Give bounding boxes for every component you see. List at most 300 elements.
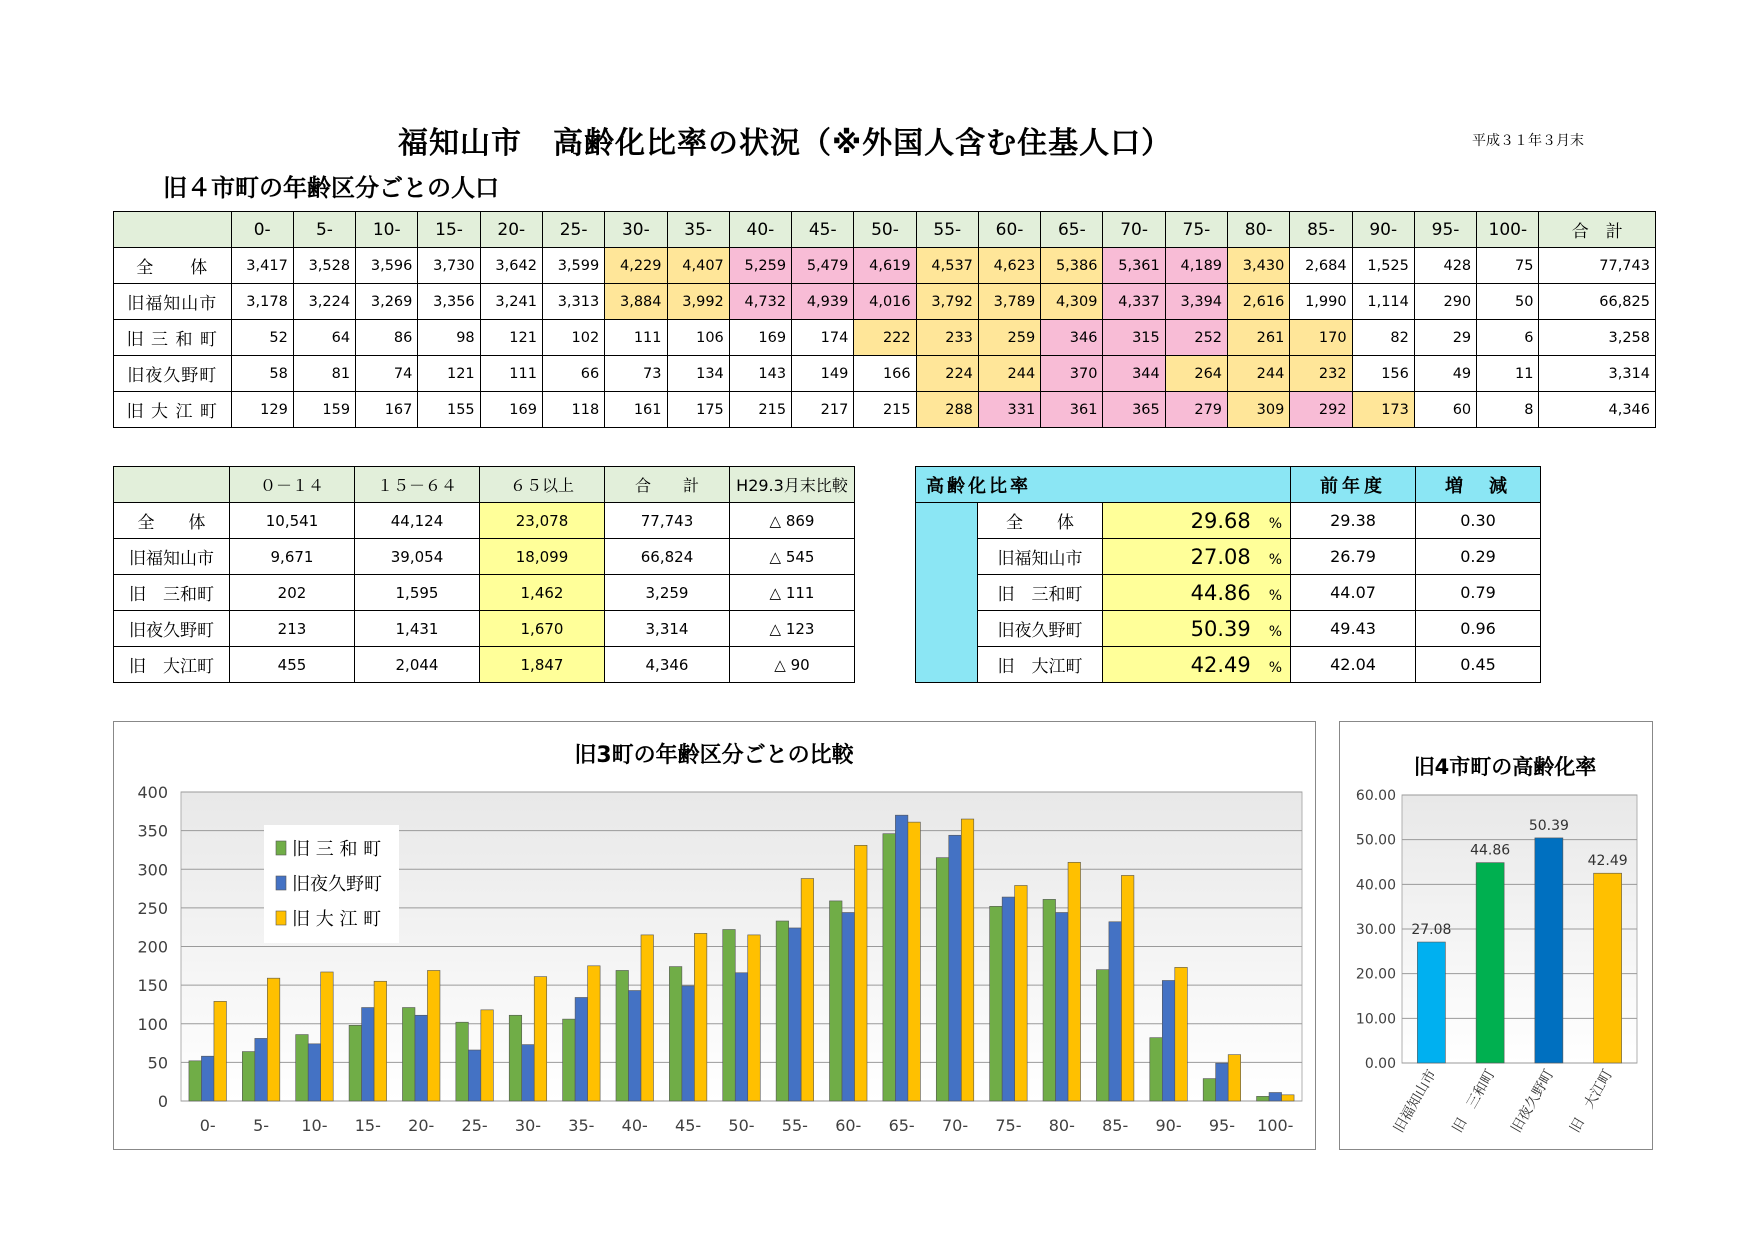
value-cell: 1,462 bbox=[480, 575, 605, 611]
row-header: 旧 大江町 bbox=[978, 647, 1103, 683]
aging-rate-chart bbox=[1339, 721, 1653, 1150]
value-cell: 5,259 bbox=[729, 248, 791, 284]
x-tick-label: 15- bbox=[354, 1116, 381, 1135]
table-header-row bbox=[114, 212, 1656, 248]
x-tick-label: 45- bbox=[675, 1116, 702, 1135]
value-cell: 215 bbox=[854, 392, 916, 428]
column-header: 合 計 bbox=[605, 467, 730, 503]
value-cell: 215 bbox=[729, 392, 791, 428]
table-row bbox=[114, 284, 1656, 320]
value-cell: 167 bbox=[356, 392, 418, 428]
bar bbox=[189, 1061, 202, 1101]
y-tick-label: 50.00 bbox=[1355, 832, 1396, 849]
x-tick-label: 80- bbox=[1048, 1116, 1075, 1135]
bar bbox=[694, 933, 707, 1101]
value-cell: 121 bbox=[480, 320, 542, 356]
y-tick-label: 0 bbox=[157, 1092, 168, 1111]
value-cell: 173 bbox=[1352, 392, 1414, 428]
value-cell: 4,619 bbox=[854, 248, 916, 284]
age-comparison-chart bbox=[113, 721, 1316, 1150]
bar bbox=[776, 921, 789, 1101]
x-tick-label: 40- bbox=[621, 1116, 648, 1135]
bar bbox=[1015, 885, 1028, 1101]
value-cell: 66,824 bbox=[605, 539, 730, 575]
section-title: 旧４市町の年齢区分ごとの人口 bbox=[163, 174, 499, 202]
table-row bbox=[114, 539, 855, 575]
value-cell: 309 bbox=[1228, 392, 1290, 428]
value-cell: 244 bbox=[978, 356, 1040, 392]
value-cell: 169 bbox=[480, 392, 542, 428]
column-header: 25- bbox=[542, 212, 604, 248]
value-cell: △ 90 bbox=[730, 647, 855, 683]
column-header: 増 減 bbox=[1416, 467, 1541, 503]
value-cell: 365 bbox=[1103, 392, 1165, 428]
bar bbox=[748, 935, 761, 1101]
legend-label: 旧 三 和 町 bbox=[292, 839, 382, 860]
bar bbox=[883, 834, 896, 1101]
bar bbox=[789, 928, 802, 1101]
value-cell: 4,407 bbox=[667, 248, 729, 284]
value-cell: 3,642 bbox=[480, 248, 542, 284]
bar bbox=[1203, 1079, 1216, 1101]
table-header-row bbox=[114, 467, 855, 503]
value-cell: 4,939 bbox=[792, 284, 854, 320]
bar bbox=[1228, 1055, 1241, 1101]
row-header: 旧夜久野町 bbox=[114, 611, 230, 647]
value-cell: 3,730 bbox=[418, 248, 480, 284]
column-header: 85- bbox=[1290, 212, 1352, 248]
value-cell: 3,178 bbox=[231, 284, 293, 320]
y-tick-label: 20.00 bbox=[1355, 966, 1396, 983]
value-cell: 1,670 bbox=[480, 611, 605, 647]
column-header: 30- bbox=[605, 212, 667, 248]
value-cell: 222 bbox=[854, 320, 916, 356]
value-cell: 361 bbox=[1041, 392, 1103, 428]
value-cell: 111 bbox=[605, 320, 667, 356]
column-header: 10- bbox=[356, 212, 418, 248]
value-cell: 86 bbox=[356, 320, 418, 356]
value-cell: 3,258 bbox=[1539, 320, 1656, 356]
row-header: 全 体 bbox=[114, 503, 230, 539]
value-cell: 1,431 bbox=[355, 611, 480, 647]
x-tick-label: 50- bbox=[728, 1116, 755, 1135]
value-cell: 66,825 bbox=[1539, 284, 1656, 320]
value-cell: 77,743 bbox=[1539, 248, 1656, 284]
rate-cell bbox=[1103, 575, 1291, 611]
page-title: 福知山市 高齢化比率の状況（※外国人含む住基人口） bbox=[398, 126, 1173, 161]
x-tick-label: 旧夜久野町 bbox=[1508, 1067, 1558, 1136]
legend-swatch bbox=[276, 911, 286, 925]
value-cell: 0.29 bbox=[1416, 539, 1541, 575]
value-cell: 60 bbox=[1414, 392, 1476, 428]
value-cell: 174 bbox=[792, 320, 854, 356]
value-cell: 252 bbox=[1165, 320, 1227, 356]
value-cell: 428 bbox=[1414, 248, 1476, 284]
column-header: H29.3月末比較 bbox=[730, 467, 855, 503]
value-cell: 292 bbox=[1290, 392, 1352, 428]
age-comparison-chart-svg bbox=[114, 722, 1315, 1149]
x-tick-label: 旧福知山市 bbox=[1390, 1067, 1440, 1136]
column-header: 20- bbox=[480, 212, 542, 248]
value-cell: 3,241 bbox=[480, 284, 542, 320]
bar bbox=[575, 997, 588, 1101]
bar bbox=[1216, 1063, 1229, 1101]
bar bbox=[616, 970, 629, 1101]
x-tick-label: 0- bbox=[199, 1116, 216, 1135]
value-cell: 75 bbox=[1477, 248, 1539, 284]
value-cell: 3,417 bbox=[231, 248, 293, 284]
row-header: 旧夜久野町 bbox=[114, 356, 232, 392]
value-cell: 4,189 bbox=[1165, 248, 1227, 284]
table-row bbox=[114, 611, 855, 647]
value-cell: 3,992 bbox=[667, 284, 729, 320]
x-tick-label: 90- bbox=[1155, 1116, 1182, 1135]
bar bbox=[735, 973, 748, 1101]
value-cell: 66 bbox=[542, 356, 604, 392]
value-cell: 49 bbox=[1414, 356, 1476, 392]
y-tick-label: 0.00 bbox=[1364, 1056, 1396, 1072]
value-cell: 6 bbox=[1477, 320, 1539, 356]
column-header: 100- bbox=[1477, 212, 1539, 248]
bar bbox=[201, 1056, 214, 1101]
value-cell: 9,671 bbox=[230, 539, 355, 575]
bar bbox=[855, 845, 868, 1101]
value-cell: 224 bbox=[916, 356, 978, 392]
value-cell: 64 bbox=[293, 320, 355, 356]
value-cell: 29.38 bbox=[1291, 503, 1416, 539]
bar bbox=[362, 1008, 375, 1101]
value-cell: 279 bbox=[1165, 392, 1227, 428]
bar bbox=[522, 1045, 535, 1101]
table-row bbox=[916, 575, 1541, 611]
y-tick-label: 100 bbox=[137, 1014, 168, 1034]
bar bbox=[588, 966, 601, 1101]
bar bbox=[682, 986, 695, 1101]
x-tick-label: 20- bbox=[408, 1116, 435, 1135]
table-row bbox=[916, 539, 1541, 575]
value-cell: 4,016 bbox=[854, 284, 916, 320]
bar bbox=[321, 972, 334, 1101]
x-tick-label: 85- bbox=[1102, 1116, 1129, 1135]
column-header: １５－６４ bbox=[355, 467, 480, 503]
value-cell: 1,114 bbox=[1352, 284, 1414, 320]
percent-symbol: % bbox=[1268, 515, 1283, 532]
value-cell: 118 bbox=[542, 392, 604, 428]
value-cell: 217 bbox=[792, 392, 854, 428]
bar bbox=[949, 835, 962, 1101]
value-cell: 3,430 bbox=[1228, 248, 1290, 284]
value-cell: 4,537 bbox=[916, 248, 978, 284]
data-label: 27.08 bbox=[1411, 922, 1452, 939]
bar bbox=[895, 815, 908, 1101]
value-cell: 3,356 bbox=[418, 284, 480, 320]
legend-swatch bbox=[276, 841, 286, 855]
value-cell: 44,124 bbox=[355, 503, 480, 539]
value-cell: △ 123 bbox=[730, 611, 855, 647]
value-cell: △ 545 bbox=[730, 539, 855, 575]
bar bbox=[830, 901, 843, 1101]
x-tick-label: 75- bbox=[995, 1116, 1022, 1135]
bar bbox=[990, 906, 1003, 1101]
value-cell: 102 bbox=[542, 320, 604, 356]
bar bbox=[1594, 873, 1622, 1063]
bar bbox=[1096, 970, 1109, 1101]
value-cell: 52 bbox=[231, 320, 293, 356]
bar bbox=[1109, 922, 1122, 1101]
value-cell: 4,309 bbox=[1041, 284, 1103, 320]
x-tick-label: 95- bbox=[1208, 1116, 1235, 1135]
x-tick-label: 65- bbox=[888, 1116, 915, 1135]
value-cell: 0.45 bbox=[1416, 647, 1541, 683]
column-header: 80- bbox=[1228, 212, 1290, 248]
row-header: 旧 大江町 bbox=[114, 647, 230, 683]
column-header: ６５以上 bbox=[480, 467, 605, 503]
bar bbox=[1175, 967, 1188, 1101]
value-cell: 4,229 bbox=[605, 248, 667, 284]
column-header: 0- bbox=[231, 212, 293, 248]
value-cell: 233 bbox=[916, 320, 978, 356]
x-tick-label: 25- bbox=[461, 1116, 488, 1135]
table-row bbox=[114, 248, 1656, 284]
date-note: 平成３１年３月末 bbox=[1472, 133, 1584, 149]
value-cell: 156 bbox=[1352, 356, 1414, 392]
bar bbox=[908, 822, 921, 1101]
value-cell: 166 bbox=[854, 356, 916, 392]
x-tick-label: 60- bbox=[835, 1116, 862, 1135]
value-cell: 143 bbox=[729, 356, 791, 392]
value-cell: 149 bbox=[792, 356, 854, 392]
value-cell: 4,346 bbox=[1539, 392, 1656, 428]
bar bbox=[1535, 838, 1563, 1063]
value-cell: 134 bbox=[667, 356, 729, 392]
value-cell: 3,314 bbox=[605, 611, 730, 647]
value-cell: 344 bbox=[1103, 356, 1165, 392]
value-cell: 0.30 bbox=[1416, 503, 1541, 539]
table-row bbox=[114, 503, 855, 539]
table-row bbox=[114, 647, 855, 683]
value-cell: 264 bbox=[1165, 356, 1227, 392]
x-tick-label: 55- bbox=[781, 1116, 808, 1135]
legend-label: 旧 大 江 町 bbox=[292, 909, 382, 930]
rate-value: 29.68 bbox=[1190, 508, 1251, 533]
y-tick-label: 250 bbox=[137, 898, 168, 918]
value-cell: 3,596 bbox=[356, 248, 418, 284]
value-cell: 159 bbox=[293, 392, 355, 428]
value-cell: 11 bbox=[1477, 356, 1539, 392]
value-cell: 1,525 bbox=[1352, 248, 1414, 284]
value-cell: 3,884 bbox=[605, 284, 667, 320]
legend bbox=[264, 825, 399, 943]
value-cell: 98 bbox=[418, 320, 480, 356]
value-cell: 121 bbox=[418, 356, 480, 392]
row-header: 旧夜久野町 bbox=[978, 611, 1103, 647]
data-label: 44.86 bbox=[1470, 842, 1511, 859]
value-cell: 202 bbox=[230, 575, 355, 611]
column-header: 90- bbox=[1352, 212, 1414, 248]
age-group-summary-table bbox=[113, 466, 855, 683]
value-cell: 44.07 bbox=[1291, 575, 1416, 611]
value-cell: 4,346 bbox=[605, 647, 730, 683]
value-cell: 4,337 bbox=[1103, 284, 1165, 320]
value-cell: 5,361 bbox=[1103, 248, 1165, 284]
value-cell: 77,743 bbox=[605, 503, 730, 539]
value-cell: 0.96 bbox=[1416, 611, 1541, 647]
aging-rate-chart-svg bbox=[1340, 722, 1652, 1149]
row-header: 旧福知山市 bbox=[114, 284, 232, 320]
value-cell: 315 bbox=[1103, 320, 1165, 356]
y-tick-label: 40.00 bbox=[1355, 877, 1396, 894]
row-header: 全 体 bbox=[114, 248, 232, 284]
bar bbox=[1282, 1095, 1295, 1101]
percent-symbol: % bbox=[1268, 551, 1283, 568]
value-cell: 5,386 bbox=[1041, 248, 1103, 284]
value-cell: 290 bbox=[1414, 284, 1476, 320]
y-tick-label: 50 bbox=[147, 1053, 168, 1073]
value-cell: 3,792 bbox=[916, 284, 978, 320]
rate-value: 44.86 bbox=[1190, 580, 1251, 605]
bar bbox=[534, 977, 547, 1101]
x-tick-label: 5- bbox=[253, 1116, 270, 1135]
bar bbox=[801, 879, 814, 1101]
value-cell: 259 bbox=[978, 320, 1040, 356]
y-tick-label: 150 bbox=[137, 976, 168, 996]
legend-swatch bbox=[276, 876, 286, 890]
table-row bbox=[114, 320, 1656, 356]
rate-table-title: 高齢化比率 bbox=[916, 467, 1291, 503]
data-label: 42.49 bbox=[1587, 853, 1628, 870]
table-row bbox=[916, 647, 1541, 683]
value-cell: 3,269 bbox=[356, 284, 418, 320]
bar bbox=[308, 1044, 321, 1101]
column-header: 65- bbox=[1041, 212, 1103, 248]
value-cell: 155 bbox=[418, 392, 480, 428]
bar bbox=[1150, 1038, 1163, 1101]
value-cell: 50 bbox=[1477, 284, 1539, 320]
value-cell: 169 bbox=[729, 320, 791, 356]
bar bbox=[842, 913, 855, 1101]
value-cell: 232 bbox=[1290, 356, 1352, 392]
table-row bbox=[916, 503, 1541, 539]
value-cell: 23,078 bbox=[480, 503, 605, 539]
bar bbox=[723, 930, 736, 1101]
value-cell: 106 bbox=[667, 320, 729, 356]
percent-symbol: % bbox=[1268, 659, 1283, 676]
value-cell: 213 bbox=[230, 611, 355, 647]
row-header: 旧 三和町 bbox=[114, 575, 230, 611]
row-header: 旧福知山市 bbox=[114, 539, 230, 575]
bar bbox=[936, 858, 949, 1101]
y-tick-label: 350 bbox=[137, 821, 168, 841]
column-header: 60- bbox=[978, 212, 1040, 248]
column-header: 75- bbox=[1165, 212, 1227, 248]
y-tick-label: 200 bbox=[137, 937, 168, 957]
column-header: ０－１４ bbox=[230, 467, 355, 503]
value-cell: 2,684 bbox=[1290, 248, 1352, 284]
x-tick-label: 10- bbox=[301, 1116, 328, 1135]
bar bbox=[402, 1008, 415, 1101]
value-cell: 42.04 bbox=[1291, 647, 1416, 683]
row-header: 旧 三和町 bbox=[978, 575, 1103, 611]
value-cell: 161 bbox=[605, 392, 667, 428]
column-header: 50- bbox=[854, 212, 916, 248]
column-header: 70- bbox=[1103, 212, 1165, 248]
value-cell: △ 111 bbox=[730, 575, 855, 611]
value-cell: 4,732 bbox=[729, 284, 791, 320]
x-tick-label: 30- bbox=[514, 1116, 542, 1135]
y-tick-label: 30.00 bbox=[1355, 922, 1396, 938]
column-header: 45- bbox=[792, 212, 854, 248]
percent-symbol: % bbox=[1268, 587, 1283, 604]
bar bbox=[563, 1019, 576, 1101]
value-cell: 111 bbox=[480, 356, 542, 392]
rate-value: 50.39 bbox=[1190, 616, 1251, 641]
column-header: 35- bbox=[667, 212, 729, 248]
bar bbox=[1417, 942, 1445, 1063]
value-cell: 175 bbox=[667, 392, 729, 428]
value-cell: 1,595 bbox=[355, 575, 480, 611]
value-cell: 170 bbox=[1290, 320, 1352, 356]
value-cell: 3,313 bbox=[542, 284, 604, 320]
chart-title: 旧3町の年齢区分ごとの比較 bbox=[574, 743, 854, 768]
table-header-row bbox=[916, 467, 1541, 503]
value-cell: 10,541 bbox=[230, 503, 355, 539]
value-cell: 370 bbox=[1041, 356, 1103, 392]
value-cell: 3,789 bbox=[978, 284, 1040, 320]
value-cell: 3,259 bbox=[605, 575, 730, 611]
bar bbox=[468, 1050, 481, 1101]
bar bbox=[481, 1010, 494, 1101]
column-header: 5- bbox=[293, 212, 355, 248]
x-tick-label: 旧 三和町 bbox=[1449, 1067, 1499, 1136]
bar bbox=[267, 978, 280, 1101]
value-cell: 74 bbox=[356, 356, 418, 392]
value-cell: 331 bbox=[978, 392, 1040, 428]
table-row bbox=[114, 356, 1656, 392]
value-cell: 346 bbox=[1041, 320, 1103, 356]
value-cell: 3,599 bbox=[542, 248, 604, 284]
row-header: 全 体 bbox=[978, 503, 1103, 539]
bar bbox=[1056, 913, 1069, 1101]
column-header: 前年度 bbox=[1291, 467, 1416, 503]
value-cell: 73 bbox=[605, 356, 667, 392]
rate-table-side-band bbox=[916, 503, 978, 683]
rate-value: 42.49 bbox=[1190, 652, 1251, 677]
bar bbox=[214, 1001, 227, 1101]
bar bbox=[1121, 875, 1134, 1101]
value-cell: 129 bbox=[231, 392, 293, 428]
y-tick-label: 400 bbox=[137, 783, 168, 802]
bar bbox=[669, 967, 682, 1101]
bar bbox=[1002, 897, 1015, 1101]
row-header: 旧 三 和 町 bbox=[114, 320, 232, 356]
column-header: 95- bbox=[1414, 212, 1476, 248]
bar bbox=[374, 981, 387, 1101]
bar bbox=[1043, 899, 1056, 1101]
bar bbox=[1269, 1093, 1282, 1101]
x-tick-label: 旧 大江町 bbox=[1567, 1067, 1617, 1136]
bar bbox=[1068, 862, 1081, 1101]
value-cell: 3,394 bbox=[1165, 284, 1227, 320]
age-population-table bbox=[113, 211, 1656, 428]
bar bbox=[296, 1035, 309, 1101]
value-cell: 244 bbox=[1228, 356, 1290, 392]
percent-symbol: % bbox=[1268, 623, 1283, 640]
column-header: 40- bbox=[729, 212, 791, 248]
bar bbox=[255, 1038, 267, 1101]
corner-cell bbox=[114, 467, 230, 503]
value-cell: 455 bbox=[230, 647, 355, 683]
bar bbox=[427, 970, 440, 1101]
